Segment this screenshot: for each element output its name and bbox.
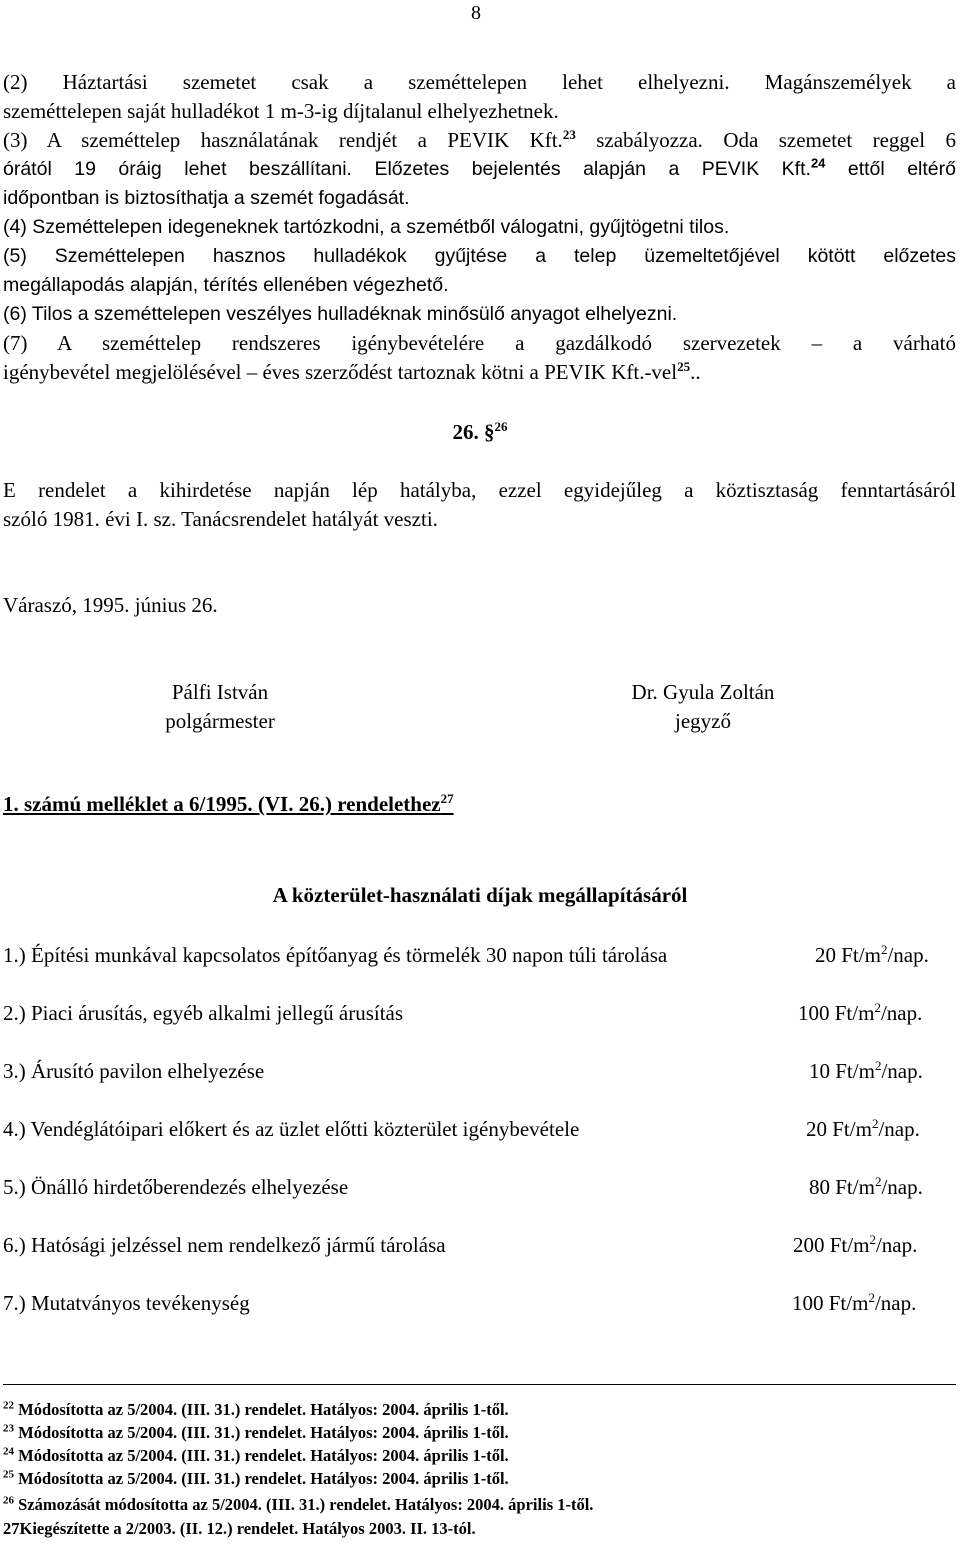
footnote-ref-23: 23 (562, 127, 576, 142)
fee-price-value: 10 Ft/m (809, 1059, 875, 1083)
footnote (3, 1469, 509, 1489)
fee-label: 4.) Vendéglátóipari előkert és az üzlet előtti közterület igénybevétele (3, 1117, 580, 1141)
fee-row (3, 998, 956, 1028)
footnote (3, 1423, 509, 1443)
footnote (3, 1519, 476, 1539)
fee-price (793, 1230, 917, 1260)
signature-right-title: jegyző (675, 709, 731, 733)
signature-left-title: polgármester (165, 709, 275, 733)
footnote-number: 22 (3, 1399, 14, 1412)
fee-unit-tail: /nap. (878, 1117, 920, 1141)
fee-unit-sup: 2 (880, 942, 888, 957)
closing-line-1: E rendelet a kihirdetése napján lép hatályba, ezzel egyidejűleg a köztisztaság fenntartásáról (3, 478, 956, 502)
fee-label: 1.) Építési munkával kapcsolatos építőanyag és törmelék 30 napon túli tárolása (3, 943, 668, 967)
fee-unit-sup: 2 (874, 1058, 882, 1073)
footnote-ref-25: 25 (677, 359, 691, 374)
paragraph-3-line-2 (3, 155, 956, 184)
footnote-ref-27: 27 (440, 791, 454, 806)
fee-row (3, 1114, 956, 1144)
footnote-text: Módosította az 5/2004. (III. 31.) rendelet. Hatályos: 2004. április 1-től. (14, 1400, 509, 1419)
paragraph-7-text-b: .. (690, 360, 701, 384)
fee-price-value: 20 Ft/m (806, 1117, 872, 1141)
fee-row (3, 1172, 956, 1202)
annex-title (3, 792, 454, 817)
fee-price-value: 100 Ft/m (798, 1001, 875, 1025)
footnote-text: Módosította az 5/2004. (III. 31.) rendelet. Hatályos: 2004. április 1-től. (14, 1446, 509, 1465)
fee-price (815, 940, 929, 970)
signature-right-name: Dr. Gyula Zoltán (631, 680, 775, 704)
signature-left (130, 678, 310, 736)
footnote (3, 1446, 509, 1466)
fee-price (809, 1172, 923, 1202)
footnote-number: 25 (3, 1468, 14, 1481)
fee-label: 5.) Önálló hirdetőberendezés elhelyezése (3, 1175, 349, 1199)
paragraph-5-line-1: (5) Szeméttelepen hasznos hulladékok gyűjtése a telep üzemeltetőjével kötött előzetes (3, 245, 956, 267)
signature-right (603, 678, 803, 736)
fee-price-value: 20 Ft/m (815, 943, 881, 967)
paragraph-3-line-3: időpontban is biztosíthatja a szemét fogadását. (3, 187, 410, 209)
annex-title-text: 1. számú melléklet a 6/1995. (VI. 26.) rendelethez (3, 792, 441, 816)
footnote-text: Módosította az 5/2004. (III. 31.) rendelet. Hatályos: 2004. április 1-től. (14, 1423, 509, 1442)
footnote-number: 26 (3, 1494, 14, 1507)
fee-unit-sup: 2 (874, 1000, 881, 1015)
signature-left-name: Pálfi István (171, 680, 269, 704)
annex-subtitle: A közterület-használati díjak megállapításáról (272, 883, 688, 907)
page-number: 8 (471, 2, 481, 24)
footnote-number: 23 (3, 1422, 14, 1435)
paragraph-2-line-1: (2) Háztartási szemetet csak a szeméttelepen lehet elhelyezni. Magánszemélyek a (3, 70, 956, 94)
fee-unit-tail: /nap. (875, 1233, 918, 1257)
fee-price (806, 1114, 920, 1144)
fee-row (3, 940, 956, 970)
footnote-ref-24: 24 (810, 155, 826, 171)
paragraph-7-text-a: igénybevétel megjelölésével – éves szerződést tartoznak kötni a PEVIK Kft.-vel (3, 360, 678, 384)
fee-label: 3.) Árusító pavilon elhelyezése (3, 1059, 265, 1083)
paragraph-3-line-2-text-a: órától 19 óráig lehet beszállítani. Előzetes bejelentés alapján a PEVIK Kft. (3, 158, 811, 180)
footnote-text: Módosította az 5/2004. (III. 31.) rendelet. Hatályos: 2004. április 1-től. (14, 1469, 509, 1488)
paragraph-2-line-2: szeméttelepen saját hulladékot 1 m-3-ig díjtalanul elhelyezhetnek. (3, 99, 559, 123)
fee-unit-tail: /nap. (881, 1175, 923, 1199)
fee-row (3, 1056, 956, 1086)
fee-unit-tail: /nap. (881, 1059, 923, 1083)
fee-unit-sup: 2 (868, 1290, 875, 1305)
fee-unit-tail: /nap. (874, 1291, 917, 1315)
section-heading (0, 420, 960, 445)
footnote-text: Számozását módosította az 5/2004. (III. 31.) rendelet. Hatályos: 2004. április 1-től. (14, 1495, 594, 1514)
fee-row (3, 1288, 956, 1318)
fee-unit-tail: /nap. (880, 1001, 923, 1025)
fee-label: 6.) Hatósági jelzéssel nem rendelkező jármű tárolása (3, 1233, 446, 1257)
fee-unit-sup: 2 (871, 1116, 879, 1131)
footnote-ref-26: 26 (494, 419, 508, 434)
paragraph-5-line-2: megállapodás alapján, térítés ellenében végezhető. (3, 274, 449, 296)
section-label: 26. § (452, 420, 495, 444)
paragraph-3-line-2-text-b: ettől eltérő (825, 158, 956, 180)
footnote-number: 24 (3, 1445, 14, 1458)
fee-price (792, 1288, 916, 1318)
fee-label: 2.) Piaci árusítás, egyéb alkalmi jellegű árusítás (3, 1001, 404, 1025)
paragraph-7-line-2 (3, 358, 701, 387)
footnote-text: 27Kiegészítette a 2/2003. (II. 12.) rendelet. Hatályos 2003. II. 13-tól. (3, 1519, 476, 1538)
paragraph-3-line-1 (3, 126, 956, 155)
fee-price-value: 200 Ft/m (793, 1233, 870, 1257)
fee-label: 7.) Mutatványos tevékenység (3, 1291, 250, 1315)
fee-price (809, 1056, 923, 1086)
place-and-date: Váraszó, 1995. június 26. (3, 593, 218, 617)
paragraph-3-text-a: (3) A szeméttelep használatának rendjét a PEVIK Kft. (3, 128, 563, 152)
closing-line-2: szóló 1981. évi I. sz. Tanácsrendelet hatályát veszti. (3, 507, 438, 531)
fee-price (798, 998, 922, 1028)
fee-row (3, 1230, 956, 1260)
paragraph-3-text-b: szabályozza. Oda szemetet reggel 6 (575, 128, 956, 152)
fee-unit-sup: 2 (869, 1232, 876, 1247)
footnote (3, 1495, 593, 1515)
fee-unit-sup: 2 (874, 1174, 882, 1189)
paragraph-4: (4) Szeméttelepen idegeneknek tartózkodni, a szemétből válogatni, gyűjtögetni tilos. (3, 216, 730, 238)
paragraph-6: (6) Tilos a szeméttelepen veszélyes hulladéknak minősülő anyagot elhelyezni. (3, 303, 678, 325)
paragraph-7-line-1: (7) A szeméttelep rendszeres igénybevételére a gazdálkodó szervezetek – a várható (3, 331, 956, 355)
fee-price-value: 80 Ft/m (809, 1175, 875, 1199)
footnote-divider (3, 1384, 956, 1385)
footnote (3, 1400, 509, 1420)
fee-price-value: 100 Ft/m (792, 1291, 869, 1315)
fee-unit-tail: /nap. (887, 943, 929, 967)
